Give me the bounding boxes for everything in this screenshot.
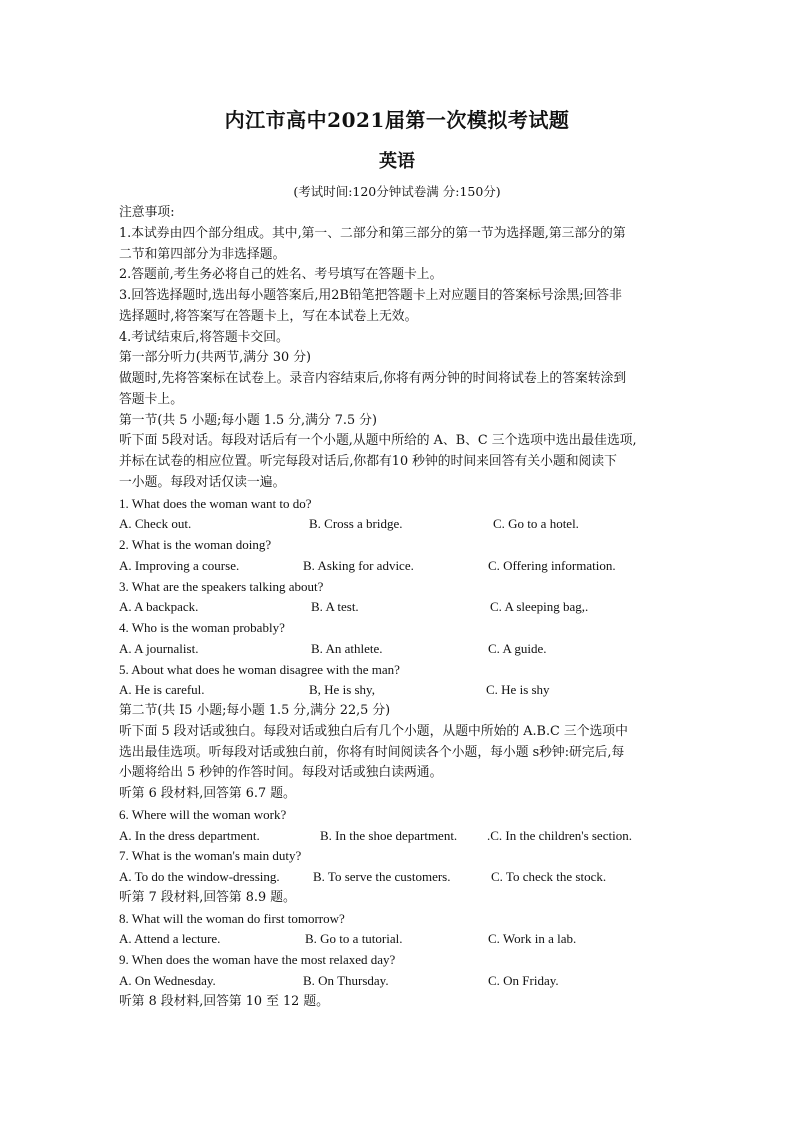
question-stem: 8. What will the woman do first tomorrow?: [119, 910, 345, 926]
option-c: C. Work in a lab.: [488, 931, 577, 947]
material-label: 听第 6 段材料,回答第 6.7 题。: [119, 786, 296, 801]
option-c: C. A guide.: [488, 640, 547, 656]
section2-instruction-line: 选出最佳选项。听每段对话或独白前，你将有时间阅读各个小题，每小题 s秒钟:研完后,每: [119, 744, 625, 760]
option-c: C. To check the stock.: [491, 869, 607, 884]
notes-line: 二节和第四部分为非选择题。: [119, 246, 286, 262]
material-label: 听第 8 段材料,回答第 10 至 12 题。: [119, 993, 329, 1009]
question-stem: 3. What are the speakers talking about?: [119, 578, 324, 594]
question-options: [119, 639, 679, 660]
exam-body: [119, 203, 679, 1012]
option-b: B. Asking for advice.: [303, 557, 414, 573]
section2-instruction-line: 听下面 5 段对话或独白。每段对话或独白后有几个小题，从题中所始的 A.B.C 三个选项中: [119, 723, 628, 739]
option-c: C. Go to a hotel.: [493, 516, 579, 532]
option-b: B. Go to a tutorial.: [305, 931, 403, 947]
section2-instruction-line: 小题将给出 5 秒钟的作答时间。每段对话或独白读两通。: [119, 765, 443, 781]
option-b: B. On Thursday.: [303, 972, 389, 988]
question-stem: 4. Who is the woman probably?: [119, 620, 285, 635]
option-c: C. He is shy: [486, 682, 550, 698]
option-c: C. Offering information.: [488, 557, 616, 573]
question-options: [119, 826, 679, 847]
section1-instruction-line: 听下面 5段对话。每段对话后有一个小题,从题中所给的 A、B、C 三个选项中选出最佳选项,: [119, 433, 637, 449]
section1-heading: 第一节(共 5 小题;每小题 1.5 分,满分 7.5 分): [119, 412, 377, 428]
material-label: 听第 7 段材料,回答第 8.9 题。: [119, 889, 296, 905]
option-b: B. An athlete.: [311, 640, 383, 656]
notes-heading: 注意事项:: [119, 205, 175, 220]
option-a: A. Check out.: [119, 516, 192, 532]
question-options: [119, 556, 679, 577]
option-a: A. Attend a lecture.: [119, 931, 221, 947]
option-a: A. In the dress department.: [119, 827, 260, 843]
question-stem: 7. What is the woman's main duty?: [119, 848, 302, 864]
option-c: C. A sleeping bag,.: [490, 599, 589, 615]
question-stem: 2. What is the woman doing?: [119, 537, 272, 552]
question-options: [119, 971, 679, 992]
option-a: A. A backpack.: [119, 599, 199, 615]
question-options: [119, 867, 679, 888]
option-c: C. On Friday.: [488, 972, 559, 988]
subject-title: 英语: [379, 151, 415, 172]
page-title: 内江市高中2021届第一次模拟考试题: [224, 108, 570, 132]
question-options: [119, 514, 679, 535]
option-a: A. A journalist.: [119, 640, 199, 656]
exam-info: (考试时间:120分钟试卷满 分:150分): [293, 184, 501, 199]
question-stem: 6. Where will the woman work?: [119, 806, 287, 822]
notes-line: 4.考试结束后,将答题卡交回。: [119, 329, 289, 345]
option-a: A. To do the window-dressing.: [119, 869, 280, 884]
option-b: B. To serve the customers.: [313, 869, 451, 884]
option-b: B. A test.: [311, 599, 359, 615]
section1-instruction-line: 并标在试卷的相应位置。听完每段对话后,你都有10 秒钟的时间来回答有关小题和阅读下: [119, 454, 617, 469]
part1-heading: 第一部分听力(共两节,满分 30 分): [119, 350, 312, 366]
option-b: B. In the shoe department.: [320, 827, 458, 843]
option-a: A. He is careful.: [119, 682, 205, 698]
option-a: A. Improving a course.: [119, 557, 240, 573]
option-c: .C. In the children's section.: [487, 827, 632, 843]
question-stem: 5. About what does he woman disagree with the man?: [119, 661, 400, 677]
notes-line: 2.答题前,考生务必将自己的姓名、考号填写在答题卡上。: [119, 267, 443, 283]
option-b: B, He is shy,: [309, 682, 375, 698]
option-a: A. On Wednesday.: [119, 972, 216, 988]
section2-heading: 第二节(共 I5 小题;每小题 1.5 分,满分 22,5 分): [119, 703, 391, 718]
part1-intro-line: 答题卡上。: [119, 391, 183, 407]
question-stem: 9. When does the woman have the most relaxed day?: [119, 952, 396, 967]
question-options: [119, 929, 679, 950]
question-options: [119, 597, 679, 618]
notes-line: 选择题时,将答案写在答题卡上，写在本试卷上无效。: [119, 308, 418, 324]
notes-line: 3.回答选择题时,选出每小题答案后,用2B铅笔把答题卡上对应题目的答案标号涂黑;回答非: [119, 288, 622, 303]
section1-instruction-line: 一小题。每段对话仅读一遍。: [119, 474, 286, 490]
question-stem: 1. What does the woman want to do?: [119, 495, 312, 511]
question-options: [119, 680, 679, 701]
part1-intro-line: 做题时,先将答案标在试卷上。录音内容结束后,你将有两分钟的时间将试卷上的答案转涂到: [119, 371, 627, 386]
notes-line: 1.本试券由四个部分组成。其中,第一、二部分和第三部分的第一节为选择题,第三部分的第: [119, 225, 626, 241]
option-b: B. Cross a bridge.: [309, 516, 403, 532]
